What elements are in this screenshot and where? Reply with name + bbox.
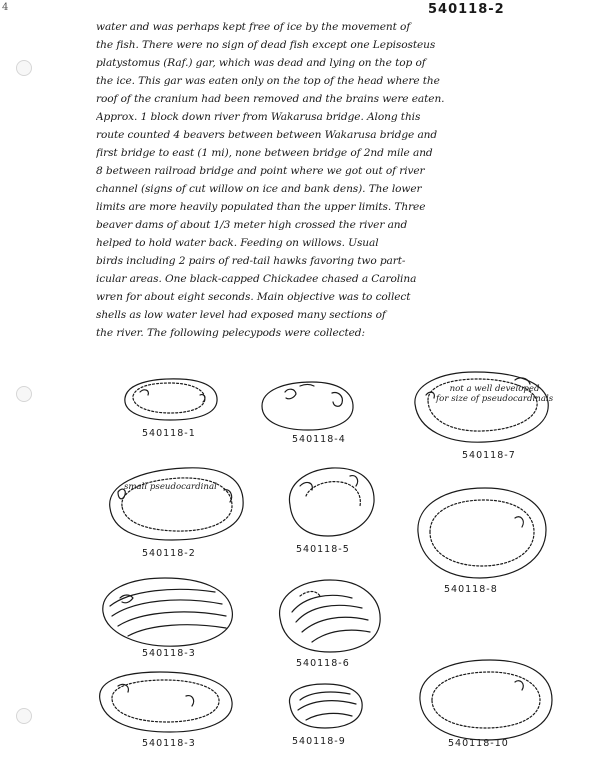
note-line: the river. The following pelecypods were collected: bbox=[96, 327, 365, 339]
specimen-label-540118-6: 540118-6 bbox=[296, 658, 350, 669]
specimen-label-540118-10: 540118-10 bbox=[448, 738, 509, 749]
note-line: platystomus (Raf.) gar, which was dead and lying on the top of bbox=[96, 57, 426, 69]
note-line: limits are more heavily populated than the upper limits. Three bbox=[96, 201, 426, 213]
shell-drawing-540118-4 bbox=[262, 382, 353, 430]
specimen-label-540118-1: 540118-1 bbox=[142, 428, 196, 439]
specimen-label-540118-5: 540118-5 bbox=[296, 544, 350, 555]
annotation-pseudocardinals: not a well developed for size of pseudocardinals bbox=[436, 384, 554, 404]
note-line: channel (signs of cut willow on ice and bank dens). The lower bbox=[96, 183, 422, 195]
specimen-label-540118-2: 540118-2 bbox=[142, 548, 196, 559]
shell-drawing-540118-2 bbox=[110, 468, 243, 540]
shell-drawing-540118-3-second bbox=[100, 672, 232, 732]
corner-mark: 4 bbox=[2, 2, 9, 13]
shell-drawing-540118-7 bbox=[415, 372, 548, 442]
shell-drawing-540118-10 bbox=[420, 660, 552, 740]
note-line: the ice. This gar was eaten only on the top of the head where the bbox=[96, 75, 440, 87]
shell-drawing-540118-8 bbox=[418, 488, 546, 578]
note-line: shells as low water level had exposed many sections of bbox=[96, 309, 386, 321]
note-line: route counted 4 beavers between between Wakarusa bridge and bbox=[96, 129, 438, 141]
specimen-label-540118-3: 540118-3 bbox=[142, 648, 196, 659]
note-line: water and was perhaps kept free of ice by the movement of bbox=[96, 21, 411, 33]
note-line: beaver dams of about 1/3 meter high crossed the river and bbox=[96, 219, 408, 231]
note-line: birds including 2 pairs of red-tail hawks favoring two part- bbox=[96, 255, 406, 267]
note-line: Approx. 1 block down river from Wakarusa bridge. Along this bbox=[96, 111, 421, 123]
specimen-label-540118-9: 540118-9 bbox=[292, 736, 346, 747]
note-line: 8 between railroad bridge and point where we got out of river bbox=[96, 165, 425, 177]
page-id: 540118-2 bbox=[428, 2, 505, 17]
shell-drawing-540118-6 bbox=[280, 580, 381, 652]
note-line: the fish. There were no sign of dead fish except one Lepisosteus bbox=[96, 39, 436, 51]
note-line: icular areas. One black-capped Chickadee chased a Carolina bbox=[96, 273, 417, 285]
specimen-label-540118-3-second: 540118-3 bbox=[142, 738, 196, 749]
note-line: helped to hold water back. Feeding on willows. Usual bbox=[96, 237, 379, 249]
shell-drawing-540118-5 bbox=[289, 468, 374, 536]
specimen-label-540118-4: 540118-4 bbox=[292, 434, 346, 445]
specimen-label-540118-8: 540118-8 bbox=[444, 584, 498, 595]
note-line: roof of the cranium had been removed and the brains were eaten. bbox=[96, 93, 445, 105]
shell-drawing-540118-9 bbox=[289, 684, 362, 728]
shell-drawing-540118-1 bbox=[125, 379, 217, 420]
note-line: wren for about eight seconds. Main objective was to collect bbox=[96, 291, 411, 303]
annotation-small-pseudocardinal: small pseudocardinal bbox=[124, 482, 217, 492]
shell-drawing-540118-3 bbox=[103, 578, 233, 646]
specimen-label-540118-7: 540118-7 bbox=[462, 450, 516, 461]
note-line: first bridge to east (1 mi), none between bridge of 2nd mile and bbox=[96, 147, 433, 159]
